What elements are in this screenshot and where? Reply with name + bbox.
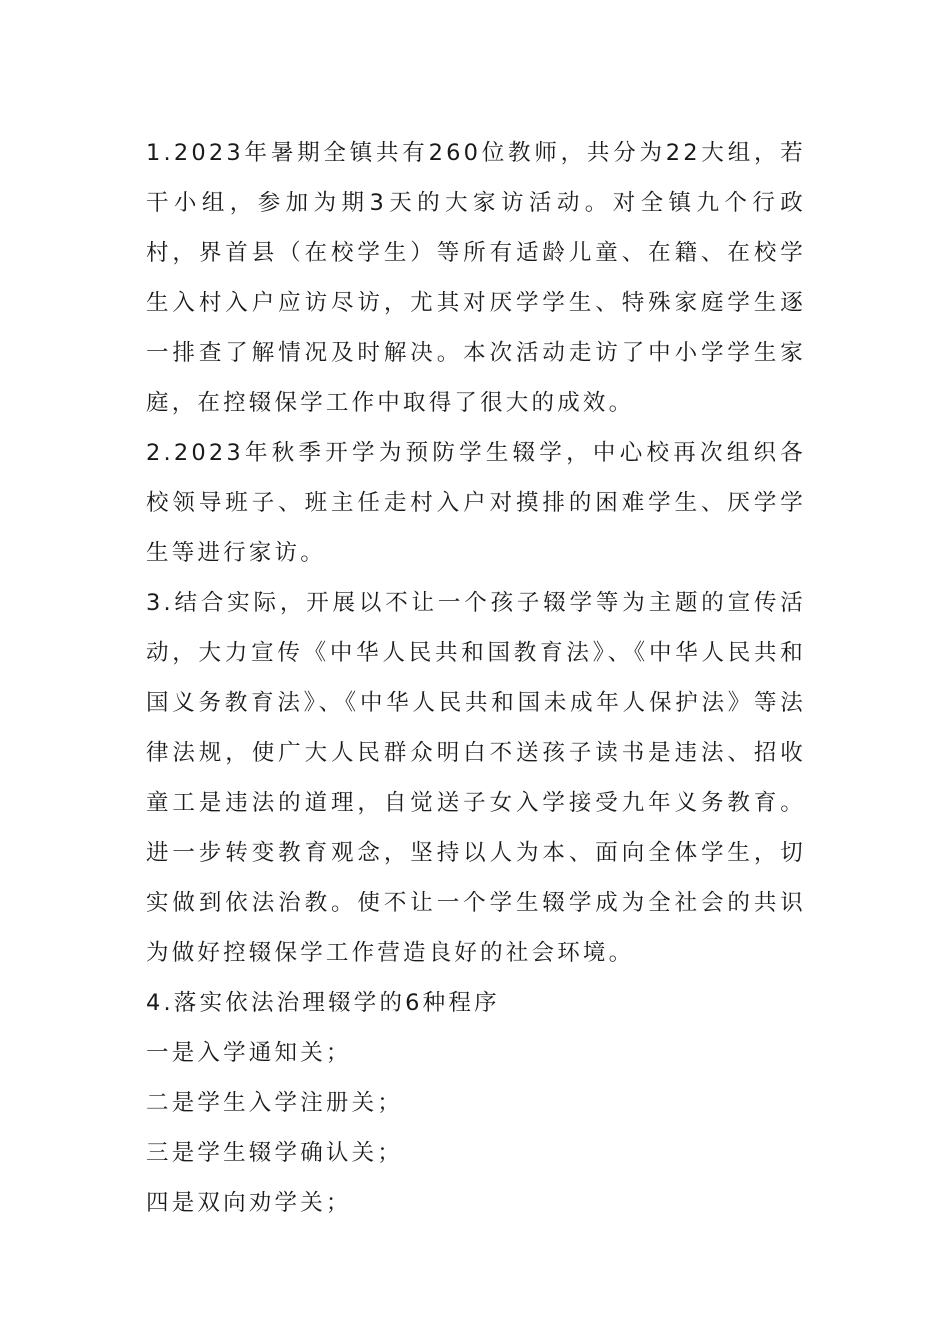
procedure-step-1: 一是入学通知关； xyxy=(146,1040,352,1066)
procedure-step-3: 三是学生辍学确认关； xyxy=(146,1140,404,1166)
document-body xyxy=(146,128,806,1228)
paragraph-summer-home-visits: 1.2023年暑期全镇共有260位教师，共分为22大组，若干小组，参加为期3天的大家访活动。对全镇九个行政村，界首县（在校学生）等所有适龄儿童、在籍、在校学生入村入户应访尽访，尤其对厌学学生、特殊家庭学生逐一排查了解情况及时解决。本次活动走访了中小学学生家庭，在控辍保学工作中取得了很大的成效。 xyxy=(146,140,806,416)
procedure-step-2: 二是学生入学注册关； xyxy=(146,1090,404,1116)
procedure-step-4: 四是双向劝学关； xyxy=(146,1190,352,1216)
paragraph-autumn-home-visits: 2.2023年秋季开学为预防学生辍学，中心校再次组织各校领导班子、班主任走村入户对摸排的困难学生、厌学学生等进行家访。 xyxy=(146,440,806,566)
paragraph-law-publicity: 3.结合实际，开展以不让一个孩子辍学等为主题的宣传活动，大力宣传《中华人民共和国教育法》、《中华人民共和国义务教育法》、《中华人民共和国未成年人保护法》等法律法规，使广大人民群众明白不送孩子读书是违法、招收童工是违法的道理，自觉送子女入学接受九年义务教育。进一步转变教育观念，坚持以人为本、面向全体学生，切实做到依法治教。使不让一个学生辍学成为全社会的共识为做好控辍保学工作营造良好的社会环境。 xyxy=(146,590,806,966)
section-heading-six-procedures: 4.落实依法治理辍学的6种程序 xyxy=(146,990,500,1016)
